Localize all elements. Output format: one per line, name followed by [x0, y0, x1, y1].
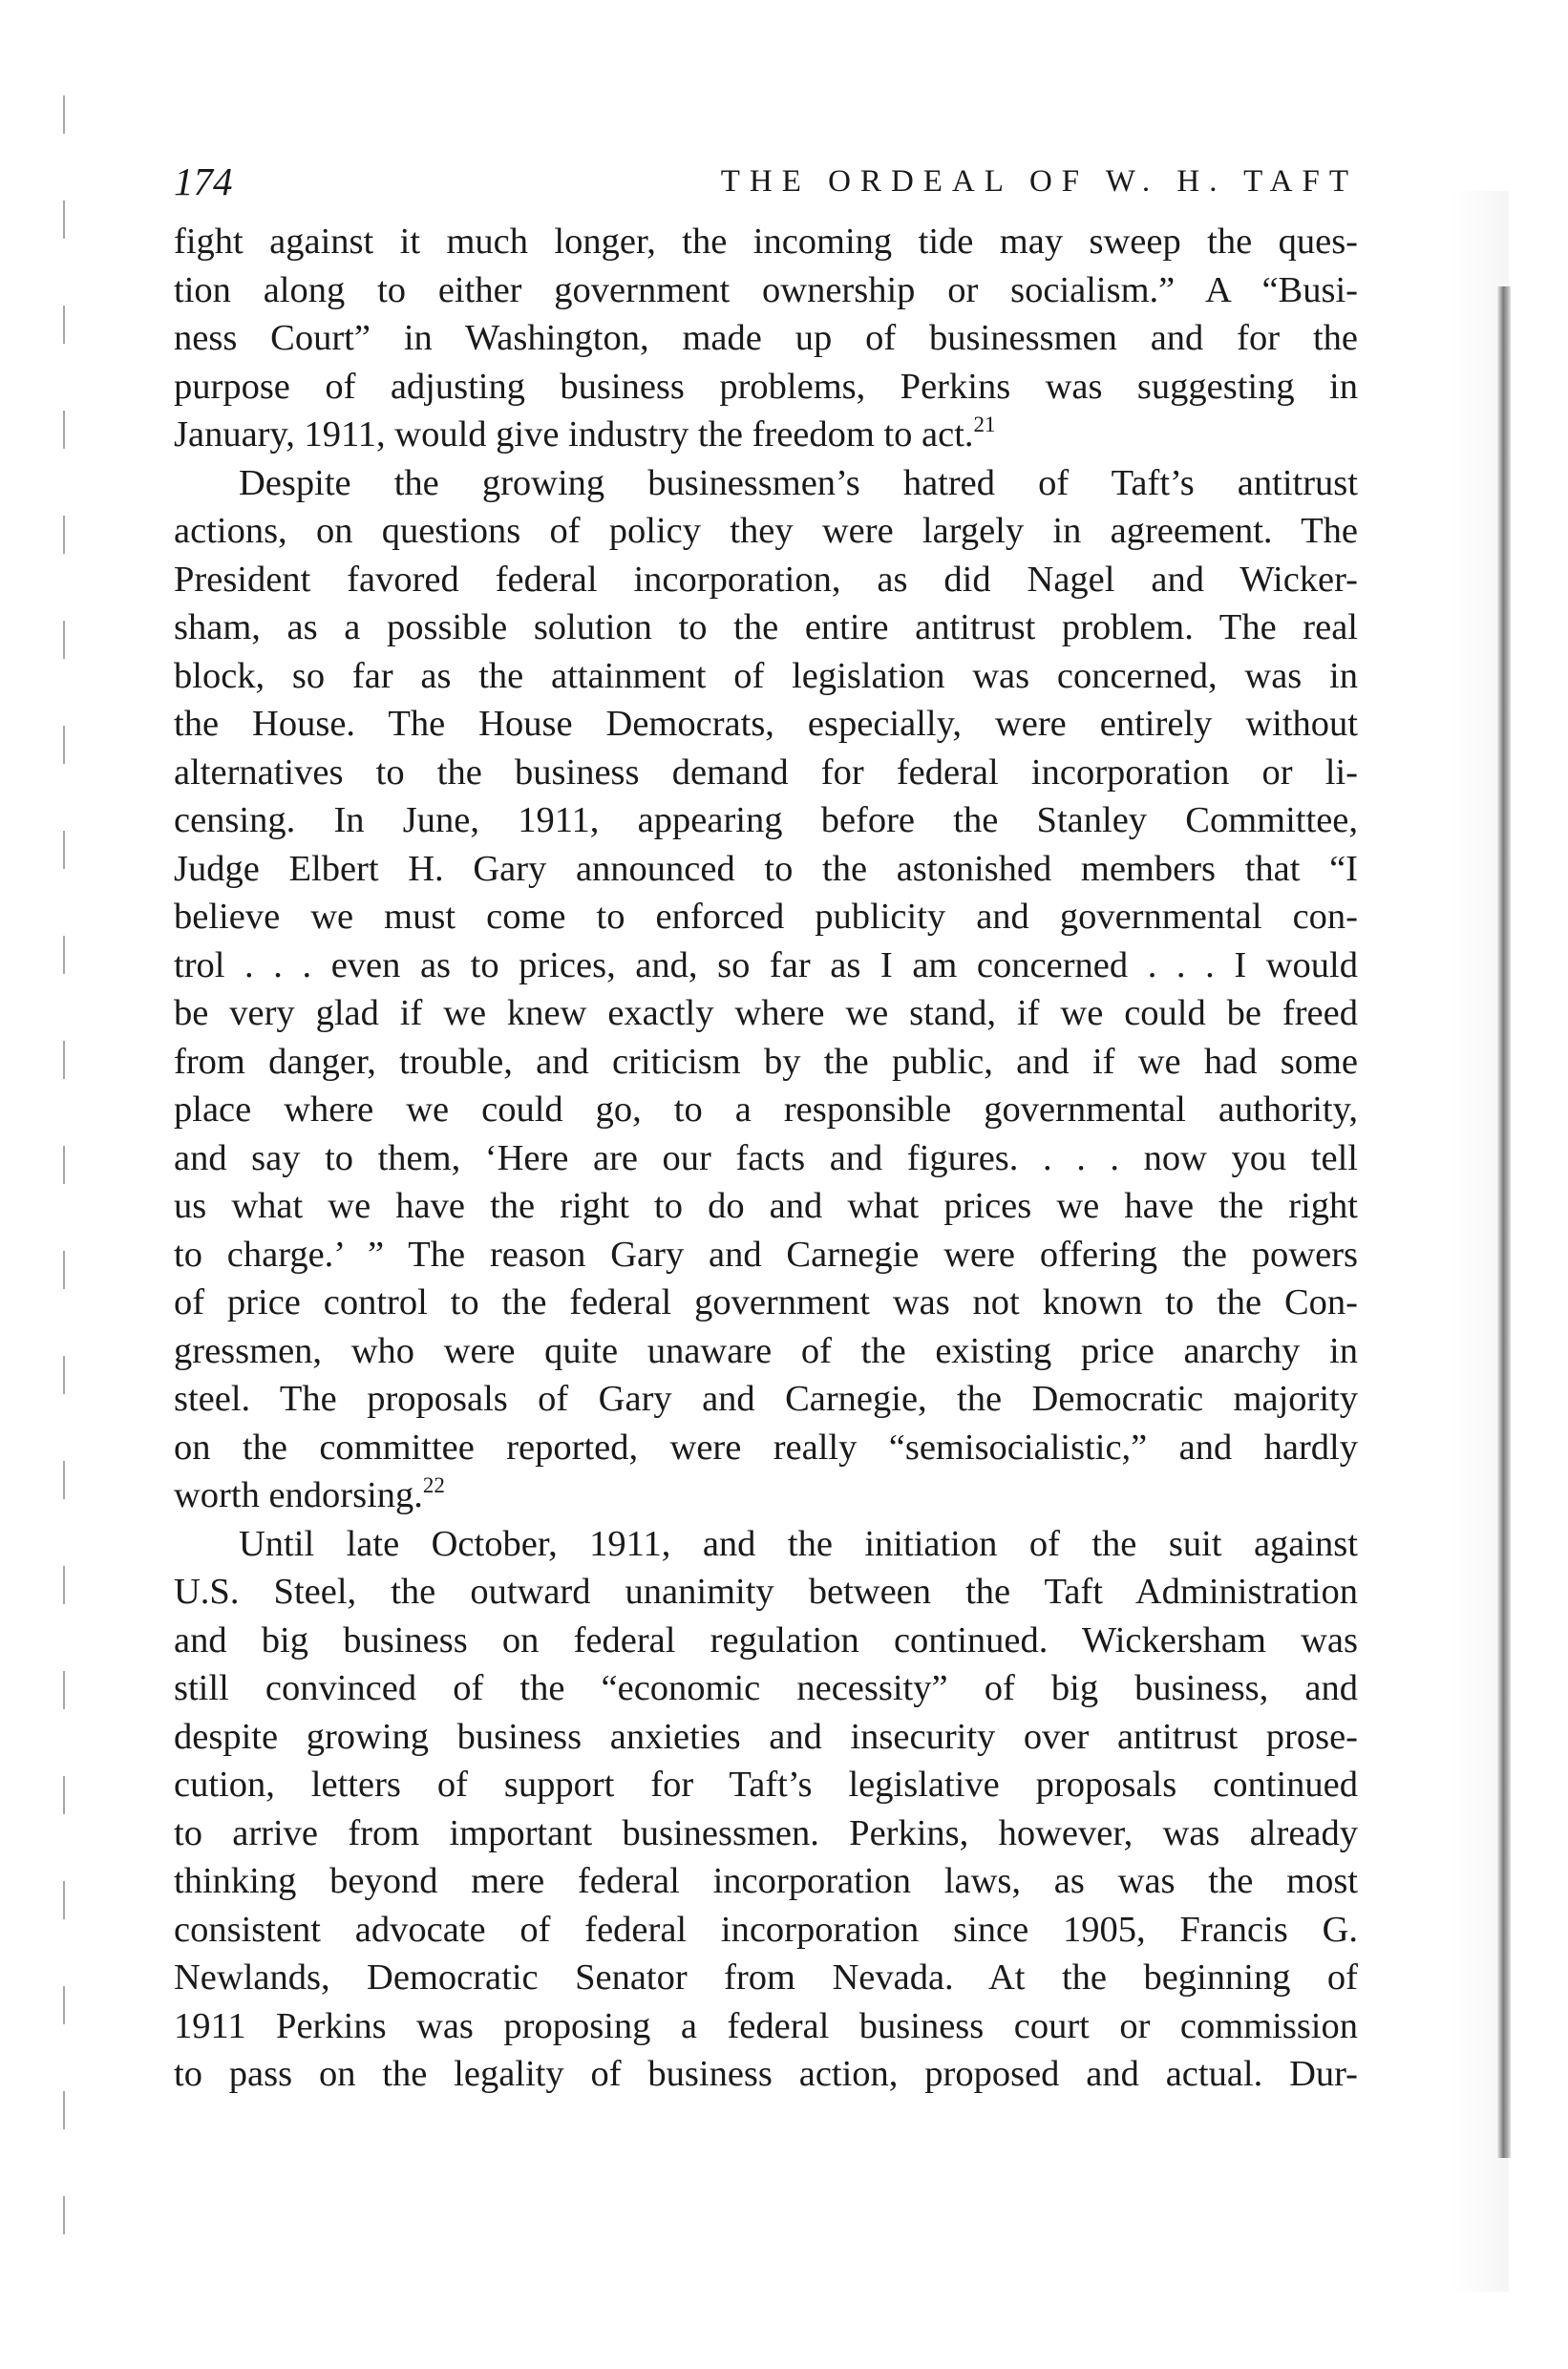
text-line-content: January, 1911, would give industry the freedom to act. — [174, 414, 974, 455]
text-line: cution, letters of support for Taft’s legislative proposals continued — [174, 1765, 1358, 1805]
text-line: censing. In June, 1911, appearing before the Stanley Committee, — [174, 800, 1358, 840]
text-line: us what we have the right to do and what prices we have the right — [174, 1186, 1358, 1226]
text-line: consistent advocate of federal incorporation since 1905, Francis G. — [174, 1909, 1358, 1950]
text-line: to charge.’ ” The reason Gary and Carnegie were offering the powers — [174, 1234, 1358, 1275]
text-line: the House. The House Democrats, especially, were entirely without — [174, 704, 1358, 744]
running-head — [174, 153, 1358, 210]
text-line: Judge Elbert H. Gary announced to the astonished members that “I — [174, 848, 1358, 889]
text-line: be very glad if we knew exactly where we stand, if we could be freed — [174, 993, 1358, 1033]
text-line: sham, as a possible solution to the entire antitrust problem. The real — [174, 607, 1358, 647]
text-line: still convinced of the “economic necessity” of big business, and — [174, 1668, 1358, 1708]
text-line: of price control to the federal government was not known to the Con- — [174, 1282, 1358, 1322]
text-line: President favored federal incorporation, as did Nagel and Wicker- — [174, 559, 1358, 600]
scan-shadow-right — [1497, 286, 1511, 2158]
text-line: 1911 Perkins was proposing a federal business court or commission — [174, 2005, 1358, 2046]
text-line: actions, on questions of policy they were largely in agreement. The — [174, 511, 1358, 551]
text-line: steel. The proposals of Gary and Carnegie, the Democratic majority — [174, 1379, 1358, 1419]
text-line: and say to them, ‘Here are our facts and figures. . . . now you tell — [174, 1137, 1358, 1178]
text-line: trol . . . even as to prices, and, so far as I am concerned . . . I would — [174, 944, 1358, 985]
text-line: alternatives to the business demand for federal incorporation or li- — [174, 751, 1358, 793]
text-line-content: worth endorsing. — [174, 1475, 423, 1515]
text-line: and big business on federal regulation continued. Wickersham was — [174, 1619, 1358, 1660]
page-number: 174 — [174, 159, 233, 203]
scan-shadow-left — [63, 95, 65, 2292]
text-line: gressmen, who were quite unaware of the existing price anarchy in — [174, 1330, 1358, 1371]
text-line: purpose of adjusting business problems, Perkins was suggesting in — [174, 366, 1358, 407]
book-title: THE ORDEAL OF W. H. TAFT — [720, 164, 1358, 199]
text-line: despite growing business anxieties and insecurity over antitrust prose- — [174, 1716, 1358, 1757]
text-line: to arrive from important businessmen. Perkins, however, was already — [174, 1812, 1358, 1853]
text-line-paragraph-start: Despite the growing businessmen’s hatred of Taft’s antitrust — [239, 462, 1358, 503]
footnote-marker: 21 — [973, 412, 996, 436]
text-line: from danger, trouble, and criticism by the public, and if we had some — [174, 1041, 1358, 1082]
text-line-paragraph-end — [174, 1471, 1358, 1520]
text-line: believe we must come to enforced publicity and governmental con- — [174, 897, 1358, 937]
text-line: tion along to either government ownership or socialism.” A “Busi- — [174, 269, 1358, 310]
text-line: Newlands, Democratic Senator from Nevada. At the beginning of — [174, 1957, 1358, 1998]
text-line: fight against it much longer, the incoming tide may sweep the ques- — [174, 222, 1358, 262]
text-line-paragraph-end — [174, 411, 1358, 459]
text-line-paragraph-start: Until late October, 1911, and the initiation of the suit against — [239, 1523, 1358, 1564]
text-line: thinking beyond mere federal incorporation laws, as was the most — [174, 1861, 1358, 1901]
body-text — [174, 218, 1358, 2099]
text-line: to pass on the legality of business action, proposed and actual. Dur- — [174, 2054, 1358, 2094]
text-line: block, so far as the attainment of legislation was concerned, was in — [174, 655, 1358, 696]
footnote-marker: 22 — [422, 1473, 445, 1497]
text-line: on the committee reported, were really “semisocialistic,” and hardly — [174, 1427, 1358, 1468]
text-line: ness Court” in Washington, made up of businessmen and for the — [174, 318, 1358, 358]
text-line: place where we could go, to a responsible governmental authority, — [174, 1089, 1358, 1130]
text-line: U.S. Steel, the outward unanimity between the Taft Administration — [174, 1572, 1358, 1612]
